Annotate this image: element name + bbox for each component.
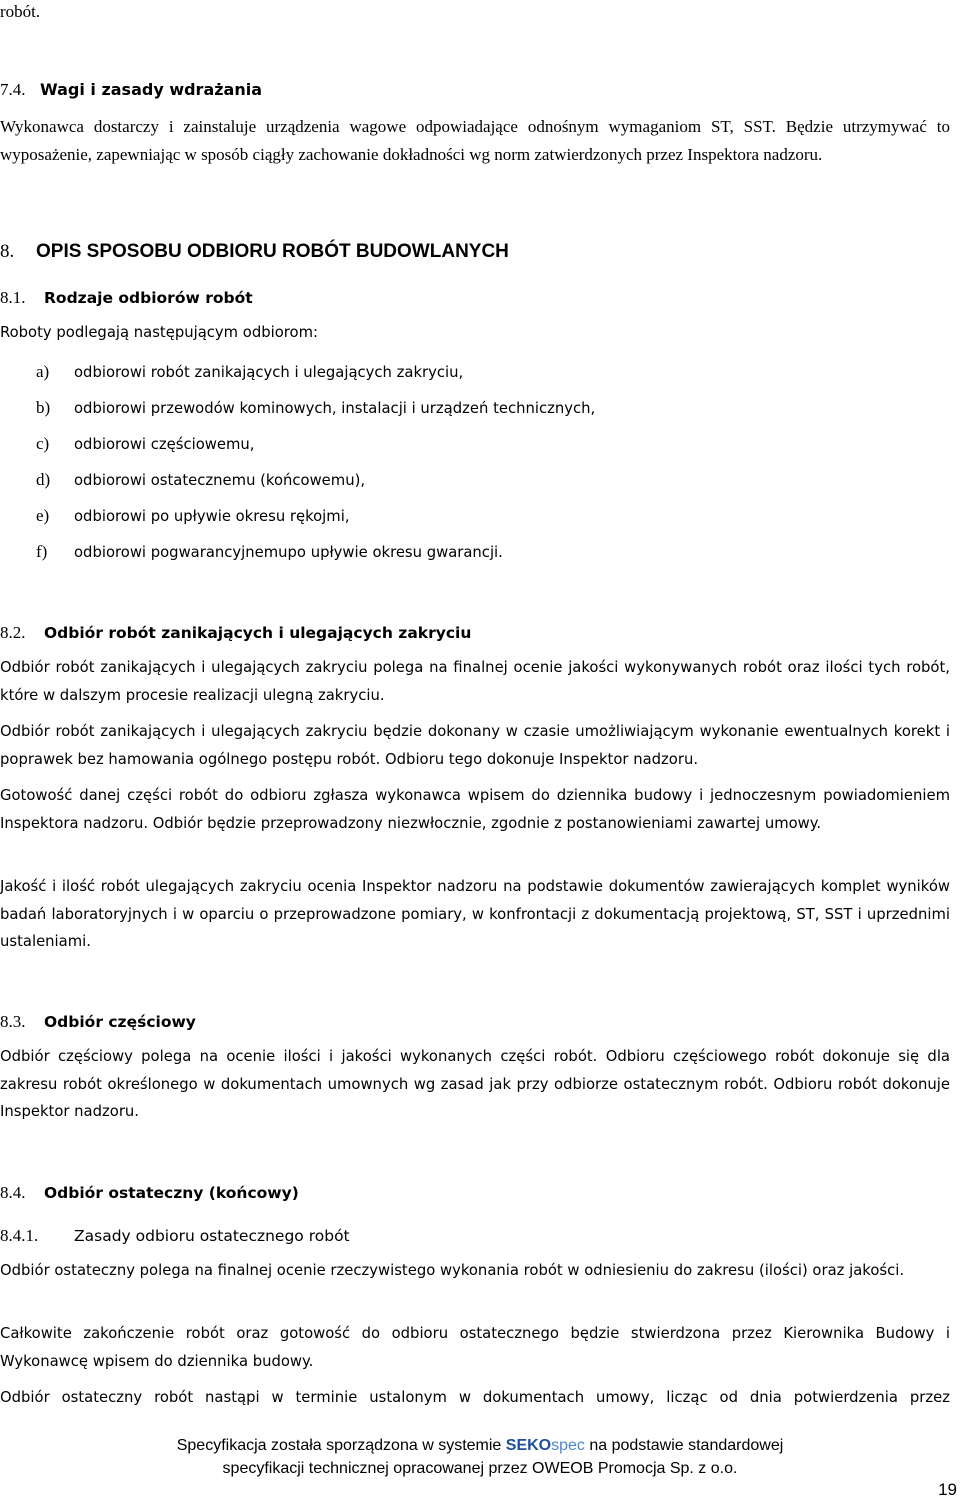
list-text: odbiorowi ostatecznemu (końcowemu),: [74, 472, 366, 489]
list-text: odbiorowi pogwarancyjnemupo upływie okresu gwarancji.: [74, 544, 503, 561]
section-8-4-paragraph: Całkowite zakończenie robót oraz gotowość do odbioru ostatecznego będzie stwierdzona przez Kierownika Budowy i Wykonawcę wpisem do dziennika budowy.: [0, 1325, 950, 1370]
brand-part-b: spec: [551, 1437, 585, 1454]
section-8-2-paragraph: Odbiór robót zanikających i ulegających zakryciu będzie dokonany w czasie umożliwiającym wykonanie ewentualnych korekt i poprawek bez hamowania ogólnego postępu robót. Odbioru tego dokonuje Inspektor nadzoru.: [0, 723, 950, 768]
list-letter: a): [36, 362, 50, 381]
list-letter: f): [36, 542, 48, 561]
section-8-4-paragraph: Odbiór ostateczny robót nastąpi w terminie ustalonym w dokumentach umowy, licząc od dnia potwierdzenia przez: [0, 1389, 950, 1406]
continued-text-fragment: robót.: [0, 2, 41, 21]
footer-line-1: [0, 1434, 960, 1457]
section-title: Rodzaje odbiorów robót: [44, 289, 253, 307]
footer-text: na podstawie standardowej: [589, 1437, 784, 1454]
list-text: odbiorowi przewodów kominowych, instalacji i urządzeń technicznych,: [74, 400, 596, 417]
list-text: odbiorowi po upływie okresu rękojmi,: [74, 508, 350, 525]
section-8-3-heading: [0, 1008, 950, 1037]
chapter-number: 8.: [0, 241, 15, 262]
list-item: [36, 430, 254, 458]
section-number: 8.4.: [0, 1183, 26, 1202]
list-item: [36, 358, 463, 386]
list-text: odbiorowi częściowemu,: [74, 436, 255, 453]
section-8-1-heading: [0, 284, 950, 313]
section-title: Wagi i zasady wdrażania: [40, 80, 263, 99]
section-8-4-heading: [0, 1179, 950, 1208]
section-8-3-paragraph: Odbiór częściowy polega na ocenie ilości i jakości wykonanych części robót. Odbioru częściowego robót dokonuje się dla zakresu robót określonego w dokumentach umownych wg zasad jak przy odbiorze ostatecznym robót. Odbioru robót dokonuje Inspektor nadzoru.: [0, 1048, 950, 1120]
section-7-4-paragraph: Wykonawca dostarczy i zainstaluje urządzenia wagowe odpowiadające odnośnym wymaganiom ST, SST. Będzie utrzymywać to wyposażenie, zapewniając w sposób ciągły zachowanie dokładności wg norm zatwierdzonych przez Inspektora nadzoru.: [0, 117, 950, 164]
list-item: [36, 394, 595, 422]
section-number: 8.3.: [0, 1012, 26, 1031]
section-number: 7.4.: [0, 80, 26, 99]
chapter-title: OPIS SPOSOBU ODBIORU ROBÓT BUDOWLANYCH: [36, 241, 509, 262]
footer-line-2: specyfikacji technicznej opracowanej przez OWEOB Promocja Sp. z o.o.: [222, 1460, 738, 1477]
subsection-title: Zasady odbioru ostatecznego robót: [74, 1227, 350, 1245]
subsection-number: 8.4.1.: [0, 1226, 39, 1245]
section-title: Odbiór ostateczny (końcowy): [44, 1184, 299, 1202]
subsection-8-4-1-heading: [0, 1222, 950, 1251]
list-letter: b): [36, 398, 51, 417]
list-text: odbiorowi robót zanikających i ulegających zakryciu,: [74, 364, 464, 381]
list-item: [36, 466, 365, 494]
list-item: [36, 538, 503, 566]
section-8-2-paragraph: Gotowość danej części robót do odbioru zgłasza wykonawca wpisem do dziennika budowy i jednoczesnym powiadomieniem Inspektora nadzoru. Odbiór będzie przeprowadzony niezwłocznie, zgodnie z postanowieniami zawartej umowy.: [0, 787, 950, 832]
section-title: Odbiór częściowy: [44, 1013, 196, 1031]
sekospec-logo: [506, 1437, 585, 1454]
footer-text: Specyfikacja została sporządzona w systemie: [176, 1437, 502, 1454]
section-number: 8.1.: [0, 288, 26, 307]
section-8-1-intro: Roboty podlegają następującym odbiorom:: [0, 324, 319, 341]
list-item: [36, 502, 350, 530]
section-8-2-heading: [0, 619, 950, 648]
chapter-8-heading: [0, 237, 950, 268]
page-footer: [0, 1434, 960, 1480]
section-8-2-paragraph: Odbiór robót zanikających i ulegających zakryciu polega na finalnej ocenie jakości wykonywanych robót oraz ilości tych robót, które w dalszym procesie realizacji ulegną zakryciu.: [0, 659, 950, 704]
section-number: 8.2.: [0, 623, 26, 642]
section-8-4-paragraph: Odbiór ostateczny polega na finalnej ocenie rzeczywistego wykonania robót w odniesieniu do zakresu (ilości) oraz jakości.: [0, 1262, 905, 1279]
section-title: Odbiór robót zanikających i ulegających zakryciu: [44, 624, 472, 642]
list-letter: c): [36, 434, 50, 453]
brand-part-a: SEKO: [505, 1437, 552, 1454]
section-7-4-heading: [0, 76, 950, 105]
section-8-2-paragraph: Jakość i ilość robót ulegających zakryciu ocenia Inspektor nadzoru na podstawie dokumentów zawierających komplet wyników badań laboratoryjnych i w oparciu o przeprowadzone pomiary, w konfrontacji z dokumentacją projektową, ST, SST i uprzednimi ustaleniami.: [0, 878, 950, 950]
list-letter: e): [36, 506, 50, 525]
list-letter: d): [36, 470, 51, 489]
page-number: 19: [938, 1480, 957, 1499]
